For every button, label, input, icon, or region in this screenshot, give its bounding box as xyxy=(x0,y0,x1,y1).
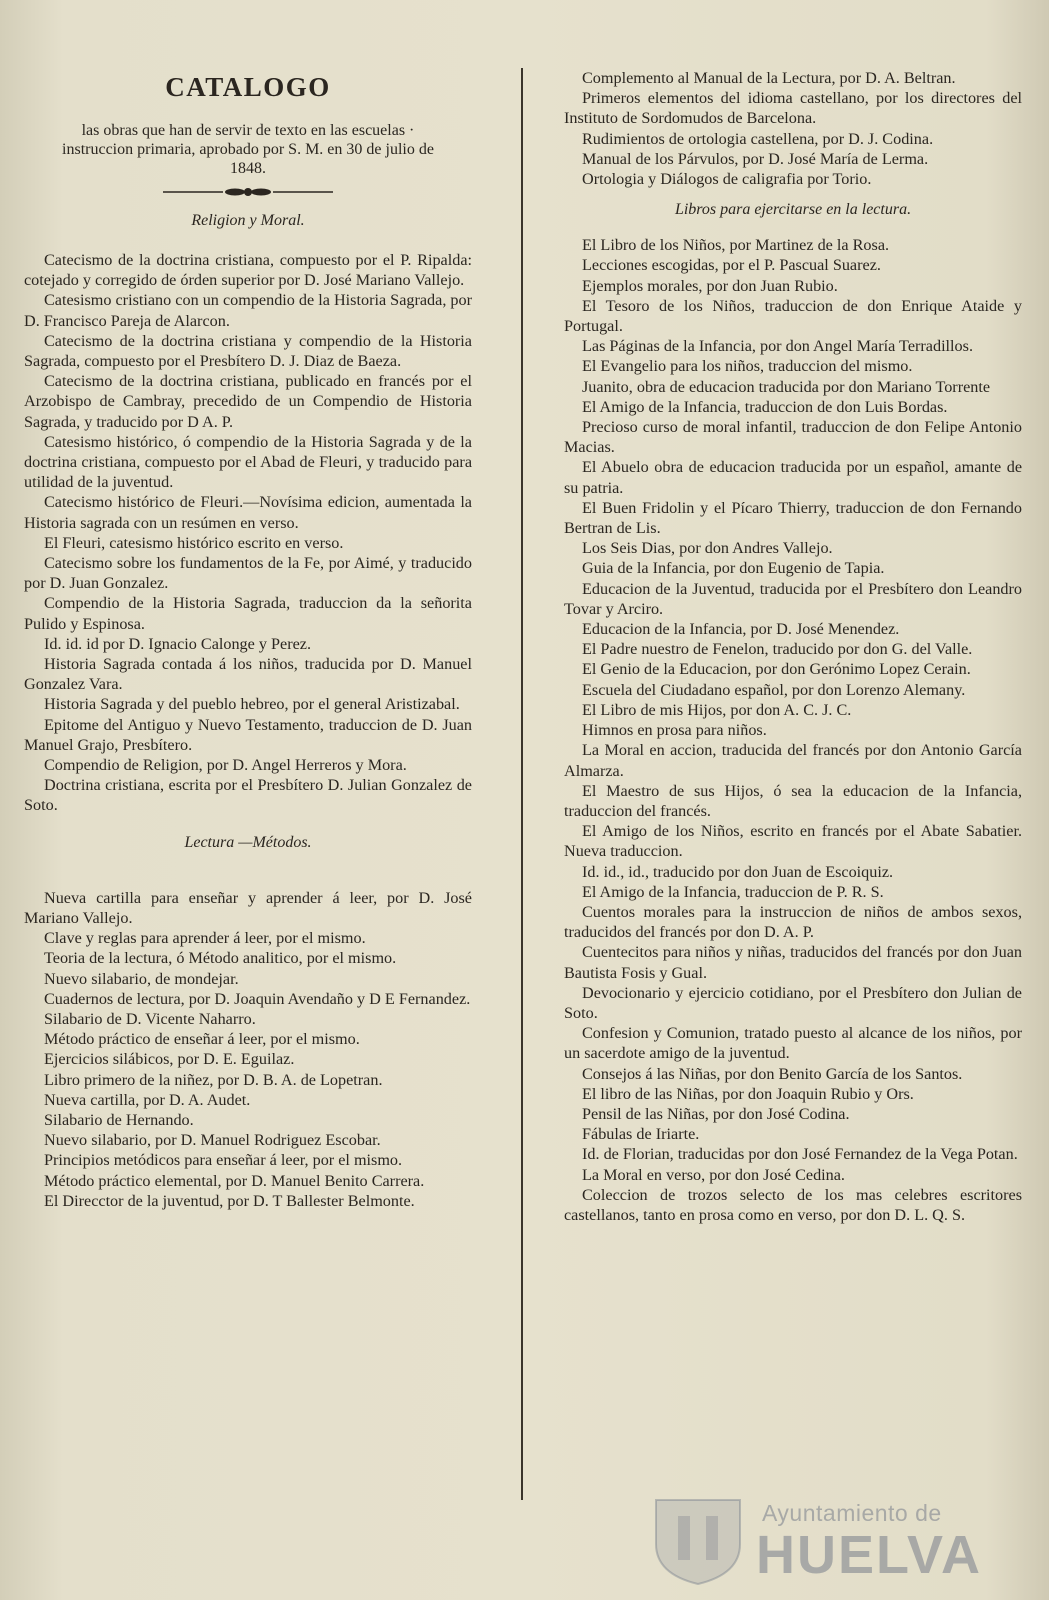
catalog-entry: El Maestro de sus Hijos, ó sea la educacion de la Infancia, traduccion del francés. xyxy=(564,781,1022,820)
catalog-entry: Cuentecitos para niños y niñas, traducidos del francés por don Juan Bautista Fosis y Gual. xyxy=(564,943,1022,982)
right-top-entries xyxy=(564,68,1022,189)
catalog-entry: Las Páginas de la Infancia, por don Angel María Terradillos. xyxy=(582,337,973,356)
catalog-entry: Catecismo histórico de Fleuri.—Novísima edicion, aumentada la Historia sagrada con un resúmen en verso. xyxy=(24,493,472,532)
catalog-entry: Compendio de la Historia Sagrada, traduccion da la señorita Pulido y Espinosa. xyxy=(24,594,472,633)
catalog-entry: Catecismo sobre los fundamentos de la Fe, por Aimé, y traducido por D. Juan Gonzalez. xyxy=(24,554,472,593)
catalog-entry: Método práctico elemental, por D. Manuel Benito Carrera. xyxy=(44,1171,425,1190)
catalog-entry: Id. id. id por D. Ignacio Calonge y Perez. xyxy=(44,634,312,653)
catalog-entry: Manual de los Párvulos, por D. José María de Lerma. xyxy=(582,149,929,168)
catalog-entry: Cuentos morales para la instruccion de niños de ambos sexos, traducidos del francés por don D. A. P. xyxy=(564,902,1022,942)
catalog-entry: Id. id., id., traducido por don Juan de Escoiquiz. xyxy=(582,862,894,881)
catalog-entry: El libro de las Niñas, por don Joaquin Rubio y Ors. xyxy=(582,1084,914,1103)
catalog-entry: El Amigo de la Infancia, traduccion de don Luis Bordas. xyxy=(582,397,948,416)
column-divider xyxy=(521,68,523,1500)
catalog-entry: Id. de Florian, traducidas por don José Fernandez de la Vega Potan. xyxy=(582,1145,1018,1164)
catalog-entry: Rudimientos de ortologia castellena, por D. J. Codina. xyxy=(582,129,934,148)
catalog-entry: El Amigo de la Infancia, traduccion de P. R. S. xyxy=(582,882,884,901)
document-title: CATALOGO xyxy=(165,72,331,102)
catalog-entry: Compendio de Religion, por D. Angel Herreros y Mora. xyxy=(44,756,407,775)
catalog-entry: El Abuelo obra de educacion traducida por un español, amante de su patria. xyxy=(564,458,1022,497)
catalog-entry: El Evangelio para los niños, traduccion del mismo. xyxy=(582,357,913,376)
catalog-entry: Ejercicios silábicos, por D. E. Eguilaz. xyxy=(44,1050,295,1069)
catalog-entry: Educacion de la Juventud, traducida por el Presbítero don Leandro Tovar y Arciro. xyxy=(564,579,1022,618)
catalog-entry: Ejemplos morales, por don Juan Rubio. xyxy=(582,276,838,295)
catalog-entry: Silabario de D. Vicente Naharro. xyxy=(44,1009,256,1028)
catalog-entry: El Direcctor de la juventud, por D. T Ballester Belmonte. xyxy=(44,1191,415,1210)
catalog-entry: Epitome del Antiguo y Nuevo Testamento, traduccion de D. Juan Manuel Grajo, Presbítero. xyxy=(24,715,472,754)
catalog-entry: Clave y reglas para aprender á leer, por el mismo. xyxy=(44,929,366,948)
catalog-entry: El Padre nuestro de Fenelon, traducido por don G. del Valle. xyxy=(582,640,973,659)
document-subtitle: las obras que han de servir de texto en las escuelas · instruccion primaria, aprobado por S. M. en 30 de julio de 1848. xyxy=(62,122,434,177)
catalog-entry: Método práctico de enseñar á leer, por el mismo. xyxy=(44,1030,360,1049)
catalog-entry: Nuevo silabario, de mondejar. xyxy=(44,969,239,988)
libros-entries xyxy=(564,235,1022,1225)
catalog-entry: Ortologia y Diálogos de caligrafia por Torio. xyxy=(582,170,872,189)
catalog-entry: Catecismo de la doctrina cristiana, compuesto por el P. Ripalda: cotejado y corregido de órden superior por D. José Mariano Vallejo. xyxy=(24,251,472,290)
lectura-entries xyxy=(24,888,472,1211)
right-column xyxy=(564,68,1022,1225)
catalog-entry: Consejos á las Niñas, por don Benito García de los Santos. xyxy=(582,1064,963,1083)
catalog-entry: Juanito, obra de educacion traducida por don Mariano Torrente xyxy=(582,377,991,396)
catalog-entry: Confesion y Comunion, tratado puesto al alcance de los niños, por un sacerdote amigo de la juventud. xyxy=(564,1024,1022,1063)
left-column xyxy=(24,62,472,1211)
catalog-entry: Historia Sagrada contada á los niños, traducida por D. Manuel Gonzalez Vara. xyxy=(24,655,472,694)
catalog-entry: Los Seis Dias, por don Andres Vallejo. xyxy=(582,539,833,558)
section-heading-lectura: Lectura —Métodos. xyxy=(184,833,312,851)
catalog-entry: Fábulas de Iriarte. xyxy=(582,1125,700,1144)
catalog-entry: El Tesoro de los Niños, traduccion de don Enrique Ataide y Portugal. xyxy=(564,296,1022,336)
catalog-entry: El Buen Fridolin y el Pícaro Thierry, traduccion de don Fernando Bertran de Lis. xyxy=(564,498,1022,538)
catalog-entry: El Genio de la Educacion, por don Gerónimo Lopez Cerain. xyxy=(582,660,971,679)
catalog-entry: Devocionario y ejercicio cotidiano, por el Presbítero don Julian de Soto. xyxy=(564,983,1022,1022)
catalog-entry: Primeros elementos del idioma castellano, por los directores del Instituto de Sordomudos de Barcelona. xyxy=(564,89,1022,128)
catalog-entry: Catecismo de la doctrina cristiana, publicado en francés por el Arzobispo de Cambray, precedido de un Compendio de Historia Sagrada, y traducido por D A. P. xyxy=(24,372,472,431)
catalog-entry: Educacion de la Infancia, por D. José Menendez. xyxy=(582,620,900,639)
logo-line2: HUELVA xyxy=(756,1525,982,1585)
religion-entries xyxy=(24,250,472,816)
ayuntamiento-logo xyxy=(648,1490,1028,1590)
catalog-entry: Pensil de las Niñas, por don José Codina. xyxy=(582,1104,850,1123)
catalog-entry: Nueva cartilla, por D. A. Audet. xyxy=(44,1090,251,1109)
ornament-divider xyxy=(163,186,333,198)
catalog-entry: Himnos en prosa para niños. xyxy=(582,721,767,740)
catalog-entry: Historia Sagrada y del pueblo hebreo, por el general Aristizabal. xyxy=(44,695,460,714)
catalog-entry: La Moral en verso, por don José Cedina. xyxy=(582,1165,845,1184)
catalog-entry: El Libro de los Niños, por Martinez de la Rosa. xyxy=(582,236,890,255)
catalog-entry: Doctrina cristiana, escrita por el Presbítero D. Julian Gonzalez de Soto. xyxy=(24,776,472,815)
catalog-entry: Catesismo histórico, ó compendio de la Historia Sagrada y de la doctrina cristiana, compuesto por el Abad de Fleuri, y traducido para utilidad de la juventud. xyxy=(24,432,472,492)
catalog-entry: Nuevo silabario, por D. Manuel Rodriguez Escobar. xyxy=(44,1131,381,1150)
catalog-entry: La Moral en accion, traducida del francés por don Antonio García Almarza. xyxy=(564,741,1022,780)
catalog-entry: Silabario de Hernando. xyxy=(44,1110,194,1129)
catalog-entry: Catecismo de la doctrina cristiana y compendio de la Historia Sagrada, compuesto por el Presbítero D. J. Diaz de Baeza. xyxy=(24,331,472,371)
catalog-entry: Complemento al Manual de la Lectura, por D. A. Beltran. xyxy=(582,69,956,87)
catalog-entry: Principios metódicos para enseñar á leer, por el mismo. xyxy=(44,1151,403,1170)
shield-icon xyxy=(648,1494,748,1586)
catalog-entry: El Libro de mis Hijos, por don A. C. J. C. xyxy=(582,700,852,719)
section-heading-libros: Libros para ejercitarse en la lectura. xyxy=(674,201,912,219)
catalog-entry: Lecciones escogidas, por el P. Pascual Suarez. xyxy=(582,256,881,275)
catalog-entry: El Amigo de los Niños, escrito en francés por el Abate Sabatier. Nueva traduccion. xyxy=(564,822,1022,861)
catalog-entry: Cuadernos de lectura, por D. Joaquin Avendaño y D E Fernandez. xyxy=(44,989,471,1008)
catalog-entry: Escuela del Ciudadano español, por don Lorenzo Alemany. xyxy=(582,680,966,699)
catalog-entry: Nueva cartilla para enseñar y aprender á leer, por D. José Mariano Vallejo. xyxy=(24,888,472,927)
catalog-entry: Catesismo cristiano con un compendio de la Historia Sagrada, por D. Francisco Pareja de Alarcon. xyxy=(24,291,472,330)
catalog-entry: El Fleuri, catesismo histórico escrito en verso. xyxy=(44,533,344,552)
logo-line1: Ayuntamiento de xyxy=(762,1500,942,1526)
catalog-entry: Teoria de la lectura, ó Método analitico, por el mismo. xyxy=(44,949,397,968)
section-heading-religion: Religion y Moral. xyxy=(191,212,305,229)
catalog-entry: Guia de la Infancia, por don Eugenio de Tapia. xyxy=(582,559,885,578)
catalog-entry: Coleccion de trozos selecto de los mas celebres escritores castellanos, tanto en prosa como en verso, por don D. L. Q. S. xyxy=(564,1185,1022,1224)
catalog-entry: Precioso curso de moral infantil, traduccion de don Felipe Antonio Macias. xyxy=(564,418,1022,457)
catalog-entry: Libro primero de la niñez, por D. B. A. de Lopetran. xyxy=(44,1070,383,1089)
